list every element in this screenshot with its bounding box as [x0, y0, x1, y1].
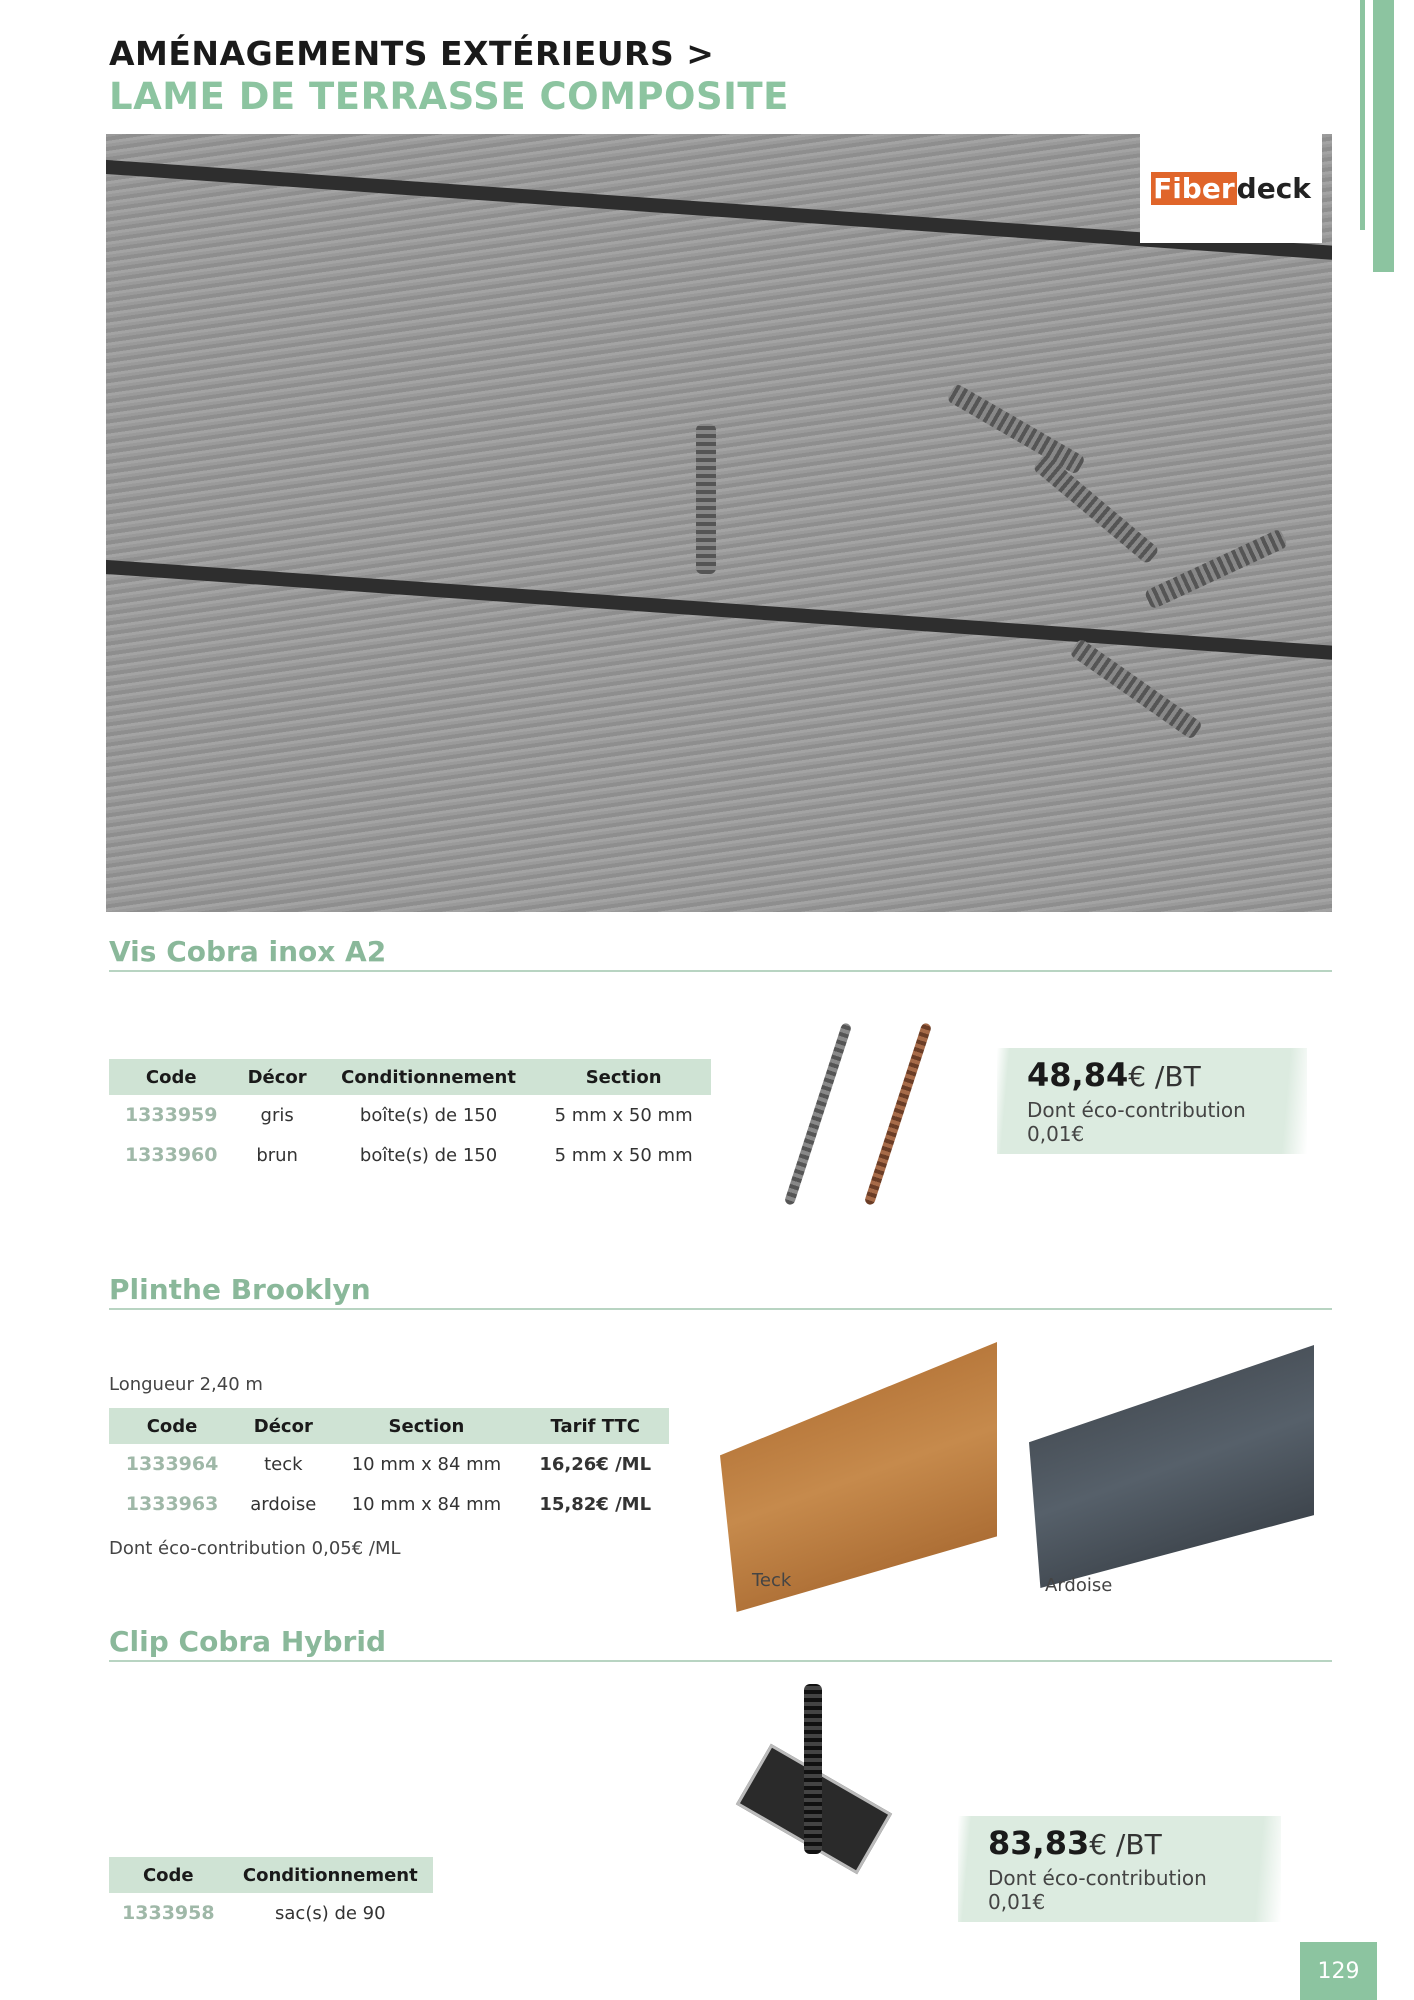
category-heading: AMÉNAGEMENTS EXTÉRIEURS > — [109, 34, 715, 73]
hero-photo-deck-screws — [106, 134, 1332, 912]
fiberdeck-logo: Fiber deck — [1140, 134, 1322, 243]
plinthe-ardoise-image — [1029, 1345, 1314, 1588]
length-text: Longueur 2,40 m — [109, 1374, 263, 1395]
vis-cobra-table: Code Décor Conditionnement Section 1333959 gris boîte(s) de 150 5 mm x 50 mm 1333960 brun boîte(s) de 150 5 mm x 50 mm — [109, 1059, 711, 1175]
table-row: 1333960 brun boîte(s) de 150 5 mm x 50 mm — [124, 1144, 693, 1166]
price-tag-vis-cobra: 48,84€ /BT Dont éco-contribution 0,01€ — [997, 1048, 1307, 1154]
section-title-clip-cobra: Clip Cobra Hybrid — [109, 1625, 386, 1658]
page-title: LAME DE TERRASSE COMPOSITE — [109, 75, 789, 118]
table-row: 1333958 sac(s) de 90 — [122, 1902, 386, 1924]
teck-label: Teck — [752, 1570, 792, 1591]
table-row: 1333963 ardoise 10 mm x 84 mm 15,82€ /ML — [125, 1493, 652, 1515]
divider — [109, 1660, 1332, 1662]
divider — [109, 970, 1332, 972]
decorative-bar — [1373, 0, 1394, 272]
ardoise-label: Ardoise — [1045, 1575, 1113, 1596]
eco-contribution-text: Dont éco-contribution 0,05€ /ML — [109, 1538, 401, 1559]
section-title-vis-cobra: Vis Cobra inox A2 — [109, 935, 387, 968]
page-number: 129 — [1300, 1942, 1377, 2000]
price-tag-clip-cobra: 83,83€ /BT Dont éco-contribution 0,01€ — [958, 1816, 1281, 1922]
clip-image — [724, 1684, 904, 1928]
plinthe-table: Code Décor Section Tarif TTC 1333964 teck 10 mm x 84 mm 16,26€ /ML 1333963 ardoise 10 mm x 84 mm 15,82€ /ML — [109, 1408, 669, 1524]
section-title-plinthe-brooklyn: Plinthe Brooklyn — [109, 1273, 371, 1306]
table-row: 1333964 teck 10 mm x 84 mm 16,26€ /ML — [125, 1453, 652, 1475]
decorative-bar — [1360, 0, 1365, 230]
clip-table: Code Conditionnement 1333958 sac(s) de 90 — [109, 1857, 433, 1933]
table-row: 1333959 gris boîte(s) de 150 5 mm x 50 mm — [124, 1104, 693, 1126]
screws-image — [768, 999, 948, 1199]
divider — [109, 1308, 1332, 1310]
